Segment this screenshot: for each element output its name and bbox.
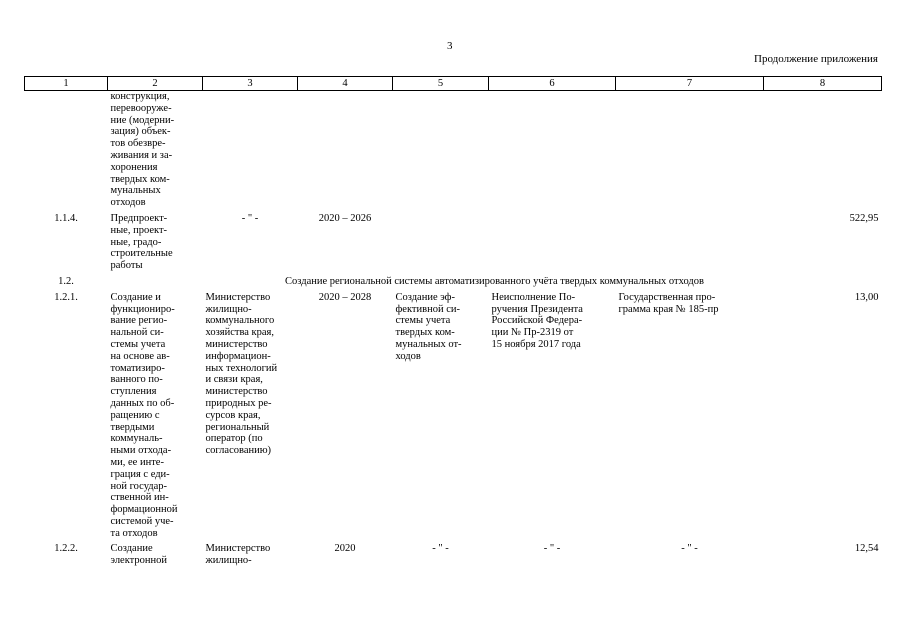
cell-line: Государственная про- xyxy=(618,291,716,303)
expected-result xyxy=(393,288,489,540)
cell-line: формационной xyxy=(110,504,178,516)
executor xyxy=(203,288,298,540)
program-link xyxy=(616,288,764,540)
cell-line: - " - xyxy=(241,212,259,224)
cell-line: грамма края № 185-пр xyxy=(618,303,719,315)
page-number: 3 xyxy=(447,40,453,52)
consequences xyxy=(489,539,616,567)
cell-line: информацион- xyxy=(205,350,271,362)
row-number: 1.1.4. xyxy=(54,212,78,224)
cell-line: твердых ком- xyxy=(110,173,170,185)
cell-line: ние (модерни- xyxy=(110,114,175,126)
cell-line: согласованию) xyxy=(205,445,272,457)
cell-line: ванного по- xyxy=(110,374,163,386)
cell-line: данных по об- xyxy=(110,397,175,409)
column-header-4: 4 xyxy=(298,77,393,91)
consequences xyxy=(489,91,616,209)
cell-line: хоронения xyxy=(110,161,158,173)
cell-line: сурсов края, xyxy=(205,409,261,421)
program-link xyxy=(616,209,764,272)
cell-line: ручения Президента xyxy=(491,303,583,315)
measure-name xyxy=(108,209,203,272)
cell-line: Российской Федера- xyxy=(491,315,583,327)
table-row xyxy=(25,539,882,567)
cell-line: стемы учета xyxy=(395,315,451,327)
program-link xyxy=(616,91,764,209)
cell-line: министерство xyxy=(205,386,268,398)
cell-line: региональный xyxy=(205,421,270,433)
cell-line: Создание эф- xyxy=(395,291,455,303)
cell-line: мунальных xyxy=(110,185,161,197)
program-link xyxy=(616,539,764,567)
cell-line: 15 ноября 2017 года xyxy=(491,338,581,350)
cell-line: министерство xyxy=(205,338,268,350)
cell-line: - " - xyxy=(543,543,561,555)
cell-line: вание регио- xyxy=(110,315,168,327)
cell-line: Предпроект- xyxy=(110,212,168,224)
cell-line: работы xyxy=(110,260,143,272)
expected-result xyxy=(393,91,489,209)
amount: 522,95 xyxy=(849,212,879,224)
cell-line: грация с еди- xyxy=(110,468,170,480)
cell-line: на основе ав- xyxy=(110,350,170,362)
column-header-1: 1 xyxy=(25,77,108,91)
cell-line: живания и за- xyxy=(110,149,173,161)
cell-line: жилищно- xyxy=(205,555,252,567)
table-row xyxy=(25,91,882,209)
table-body xyxy=(25,91,882,568)
cell-line: и связи края, xyxy=(205,374,263,386)
cell-line: томатизиро- xyxy=(110,362,165,374)
row-number xyxy=(25,91,108,209)
consequences xyxy=(489,209,616,272)
cell-line: ходов xyxy=(395,350,421,362)
table-row xyxy=(25,209,882,272)
cell-line: коммунального xyxy=(205,315,275,327)
column-header-3: 3 xyxy=(203,77,298,91)
cell-line: та отходов xyxy=(110,527,158,539)
column-header-8: 8 xyxy=(764,77,882,91)
cell-line: ращению с xyxy=(110,409,160,421)
amount: 13,00 xyxy=(854,291,879,303)
cell-line: конструкция, xyxy=(110,91,170,102)
cell-line: Неисполнение По- xyxy=(491,291,576,303)
column-header-7: 7 xyxy=(616,77,764,91)
cell-line: нальной си- xyxy=(110,327,164,339)
amount: 12,54 xyxy=(854,543,879,555)
cell-line: ной государ- xyxy=(110,480,168,492)
cell-line: ных технологий xyxy=(205,362,278,374)
cell-line: - " - xyxy=(432,543,449,555)
measure-name xyxy=(108,539,203,567)
cell-line: ции № Пр-2319 от xyxy=(491,327,574,339)
cell-line: тов обезвре- xyxy=(110,138,166,150)
cell-line: ступления xyxy=(110,386,157,398)
cell-line: коммуналь- xyxy=(110,433,163,445)
cell-line: перевооруже- xyxy=(110,102,172,114)
cell-line: ные, градо- xyxy=(110,236,162,248)
period: 2020 – 2028 xyxy=(318,291,372,303)
cell-line: системой уче- xyxy=(110,515,174,527)
measure-name xyxy=(108,91,203,209)
table-row xyxy=(25,288,882,540)
expected-result xyxy=(393,209,489,272)
cell-line: функциониро- xyxy=(110,303,175,315)
executor xyxy=(203,209,298,272)
cell-line: мунальных от- xyxy=(395,338,462,350)
section-row xyxy=(25,272,882,288)
cell-line: зация) объек- xyxy=(110,126,171,138)
cell-line: твердых ком- xyxy=(395,327,455,339)
cell-line: ми, ее инте- xyxy=(110,456,164,468)
cell-line: оператор (по xyxy=(205,433,263,445)
cell-line: стемы учета xyxy=(110,338,166,350)
cell-line: строительные xyxy=(110,248,173,260)
row-number: 1.2.1. xyxy=(54,291,78,303)
period: 2020 – 2026 xyxy=(318,212,372,224)
cell-line: твердыми xyxy=(110,421,155,433)
cell-line: Создание и xyxy=(110,291,161,303)
cell-line: электронной xyxy=(110,555,168,567)
cell-line: жилищно- xyxy=(205,303,252,315)
period xyxy=(298,91,393,209)
consequences xyxy=(489,288,616,540)
cell-line: фективной си- xyxy=(395,303,460,315)
cell-line: отходов xyxy=(110,197,146,209)
executor xyxy=(203,539,298,567)
continuation-label: Продолжение приложения xyxy=(754,53,878,65)
column-header-5: 5 xyxy=(393,77,489,91)
executor xyxy=(203,91,298,209)
table-header-row xyxy=(25,77,882,91)
period: 2020 xyxy=(334,543,356,555)
cell-line: ственной ин- xyxy=(110,492,169,504)
cell-line: хозяйства края, xyxy=(205,327,275,339)
program-table xyxy=(24,76,882,567)
cell-line: Министерство xyxy=(205,291,271,303)
row-number: 1.2.2. xyxy=(54,543,78,555)
cell-line: ными отхода- xyxy=(110,445,172,457)
row-number: 1.2. xyxy=(58,275,74,287)
measure-name xyxy=(108,288,203,540)
cell-line: ные, проект- xyxy=(110,224,168,236)
amount xyxy=(764,91,882,209)
column-header-2: 2 xyxy=(108,77,203,91)
column-header-6: 6 xyxy=(489,77,616,91)
cell-line: природных ре- xyxy=(205,397,272,409)
cell-line: - " - xyxy=(681,543,698,555)
section-title: Создание региональной системы автоматизированного учёта твердых коммунальных отходов xyxy=(285,275,704,287)
expected-result xyxy=(393,539,489,567)
cell-line: Создание xyxy=(110,543,153,555)
cell-line: Министерство xyxy=(205,543,271,555)
